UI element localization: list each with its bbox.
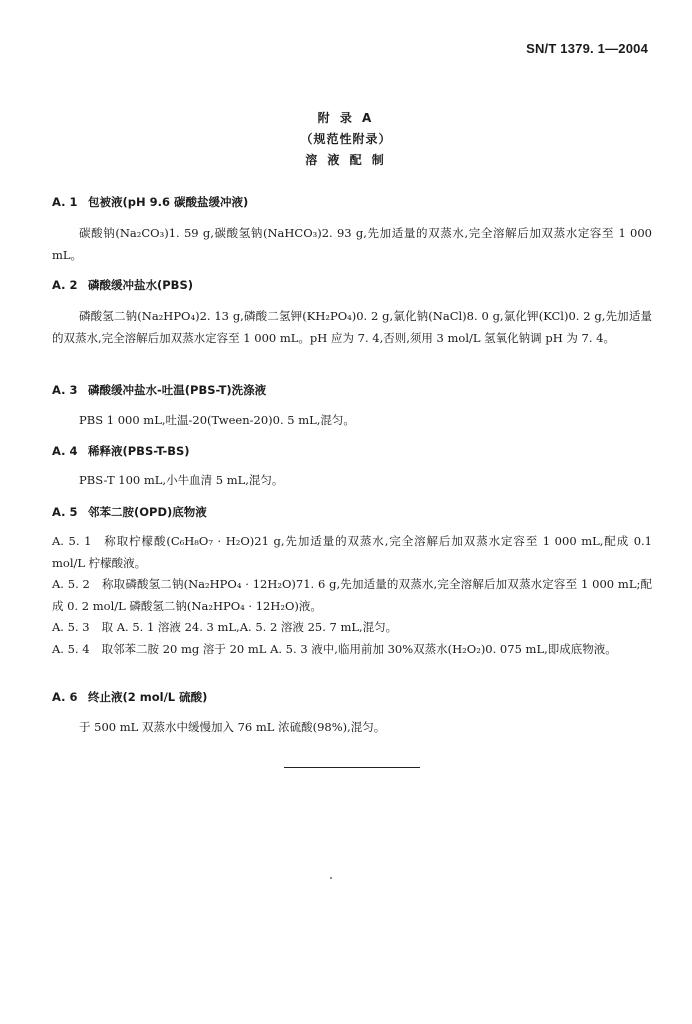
standard-code: SN/T 1379. 1—2004 [526,41,648,56]
subsection-a5-1: A. 5. 1 称取柠檬酸(C₆H₈O₇ · H₂O)21 g,先加适量的双蒸水,完全溶解后加双蒸水定容至 1 000 mL,配成 0.1 mol/L 柠檬酸液。 [52,534,652,570]
section-body-a4: PBS-T 100 mL,小牛血清 5 mL,混匀。 [79,473,284,487]
subsection-a5-3: A. 5. 3 取 A. 5. 1 溶液 24. 3 mL,A. 5. 2 溶液 25. 7 mL,混匀。 [52,620,398,634]
section-heading-a3: A. 3 磷酸缓冲盐水-吐温(PBS-T)洗涤液 [52,383,267,397]
stray-dot [330,877,332,879]
section-heading-a1: A. 1 包被液(pH 9.6 碳酸盐缓冲液) [52,195,249,209]
section-heading-a4: A. 4 稀释液(PBS-T-BS) [52,444,190,458]
section-heading-a5: A. 5 邻苯二胺(OPD)底物液 [52,505,207,519]
section-body-a3: PBS 1 000 mL,吐温-20(Tween-20)0. 5 mL,混匀。 [79,413,355,427]
section-body-a2: 磷酸氢二钠(Na₂HPO₄)2. 13 g,磷酸二氢钾(KH₂PO₄)0. 2 g,氯化钠(NaCl)8. 0 g,氯化钾(KCl)0. 2 g,先加适量的双蒸水,完全溶解后加双蒸水定容至 1 000 mL。pH 应为 7. 4,否则,须用 3 mol/L 氢氧化钠调 pH 为 7. 4。 [52,309,652,345]
annex-title-block [0,108,692,171]
end-rule [284,767,420,768]
annex-label: 附 录 A [317,111,375,125]
subsection-a5-2: A. 5. 2 称取磷酸氢二钠(Na₂HPO₄ · 12H₂O)71. 6 g,先加适量的双蒸水,完全溶解后加双蒸水定容至 1 000 mL;配成 0. 2 mol/L 磷酸氢二钠(Na₂HPO₄ · 12H₂O)液。 [52,577,652,613]
section-body-a6: 于 500 mL 双蒸水中缓慢加入 76 mL 浓硫酸(98%),混匀。 [79,720,386,734]
annex-kind: （规范性附录） [300,132,392,146]
section-body-a1: 碳酸钠(Na₂CO₃)1. 59 g,碳酸氢钠(NaHCO₃)2. 93 g,先加适量的双蒸水,完全溶解后加双蒸水定容至 1 000 mL。 [52,226,652,262]
section-heading-a6: A. 6 终止液(2 mol/L 硫酸) [52,690,208,704]
subsection-a5-4: A. 5. 4 取邻苯二胺 20 mg 溶于 20 mL A. 5. 3 液中,临用前加 30%双蒸水(H₂O₂)0. 075 mL,即成底物液。 [52,642,617,656]
section-heading-a2: A. 2 磷酸缓冲盐水(PBS) [52,278,193,292]
annex-name: 溶 液 配 制 [305,153,387,167]
